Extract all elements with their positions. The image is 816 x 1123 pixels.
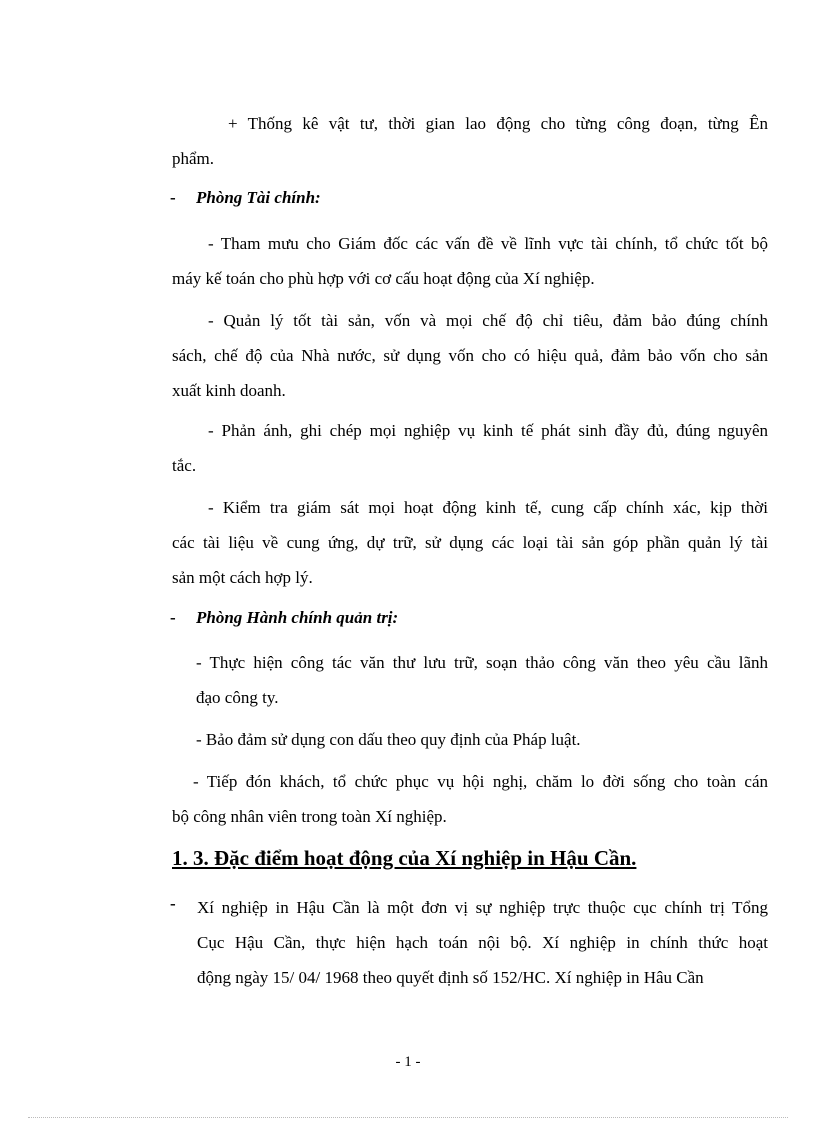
intro-line-2: phẩm. (172, 149, 215, 168)
finance-p4-line-3: sản một cách hợp lý. (172, 568, 313, 587)
finance-p2-line-1: - Quản lý tốt tài sản, vốn và mọi chế độ chỉ tiêu, đảm bảo đúng chính (208, 311, 768, 330)
finance-p2-line-3: xuất kinh doanh. (172, 381, 286, 400)
admin-p2-line-1: - Bảo đảm sử dụng con dấu theo quy định của Pháp luật. (196, 730, 581, 749)
finance-heading-text: Phòng Tài chính: (196, 188, 321, 207)
finance-p4-line-1: - Kiểm tra giám sát mọi hoạt động kinh tế, cung cấp chính xác, kịp thời (208, 498, 768, 517)
page-number: - 1 - (395, 1054, 421, 1070)
finance-paragraph-4 (172, 490, 768, 595)
admin-p3-line-2: bộ công nhân viên trong toàn Xí nghiệp. (172, 807, 447, 826)
finance-paragraph-1 (172, 226, 768, 296)
section-line-2: Cục Hậu Cần, thực hiện hạch toán nội bộ. Xí nghiệp in chính thức hoạt (197, 933, 768, 952)
admin-p1-line-1: - Thực hiện công tác văn thư lưu trữ, soạn thảo công văn theo yêu cầu lãnh (196, 653, 768, 672)
bullet-marker: - (170, 608, 176, 627)
finance-heading (170, 188, 321, 208)
admin-p1-line-2: đạo công ty. (196, 688, 279, 707)
page-bottom-divider (28, 1117, 788, 1118)
finance-p3-line-2: tắc. (172, 456, 197, 475)
admin-p3-line-1: - Tiếp đón khách, tổ chức phục vụ hội nghị, chăm lo đời sống cho toàn cán (193, 772, 768, 791)
admin-heading (170, 608, 398, 628)
bullet-marker: - (170, 894, 176, 913)
bullet-marker: - (170, 188, 176, 207)
finance-p2-line-2: sách, chế độ của Nhà nước, sử dụng vốn cho có hiệu quả, đảm bảo vốn cho sản (172, 346, 768, 365)
section-paragraph (197, 890, 768, 995)
admin-paragraph-2 (196, 722, 768, 757)
finance-paragraph-2 (172, 303, 768, 408)
finance-p1-line-2: máy kế toán cho phù hợp với cơ cấu hoạt động của Xí nghiệp. (172, 269, 595, 288)
section-heading: 1. 3. Đặc điểm hoạt động của Xí nghiệp in Hậu Cần. (172, 846, 637, 870)
admin-paragraph-1 (196, 645, 768, 715)
finance-p3-line-1: - Phản ánh, ghi chép mọi nghiệp vụ kinh tế phát sinh đầy đủ, đúng nguyên (208, 421, 768, 440)
section-line-3: động ngày 15/ 04/ 1968 theo quyết định số 152/HC. Xí nghiệp in Hâu Cần (197, 968, 704, 987)
finance-p4-line-2: các tài liệu về cung ứng, dự trữ, sử dụng các loại tài sản góp phần quản lý tài (172, 533, 768, 552)
finance-paragraph-3 (172, 413, 768, 483)
finance-p1-line-1: - Tham mưu cho Giám đốc các vấn đề về lĩnh vực tài chính, tổ chức tốt bộ (208, 234, 768, 253)
intro-paragraph (172, 106, 768, 176)
admin-paragraph-3 (172, 764, 768, 834)
intro-line-1: + Thống kê vật tư, thời gian lao động cho từng công đoạn, từng Ên (228, 114, 768, 133)
admin-heading-text: Phòng Hành chính quản trị: (196, 608, 399, 627)
section-line-1: Xí nghiệp in Hậu Cần là một đơn vị sự nghiệp trực thuộc cục chính trị Tổng (197, 898, 768, 917)
